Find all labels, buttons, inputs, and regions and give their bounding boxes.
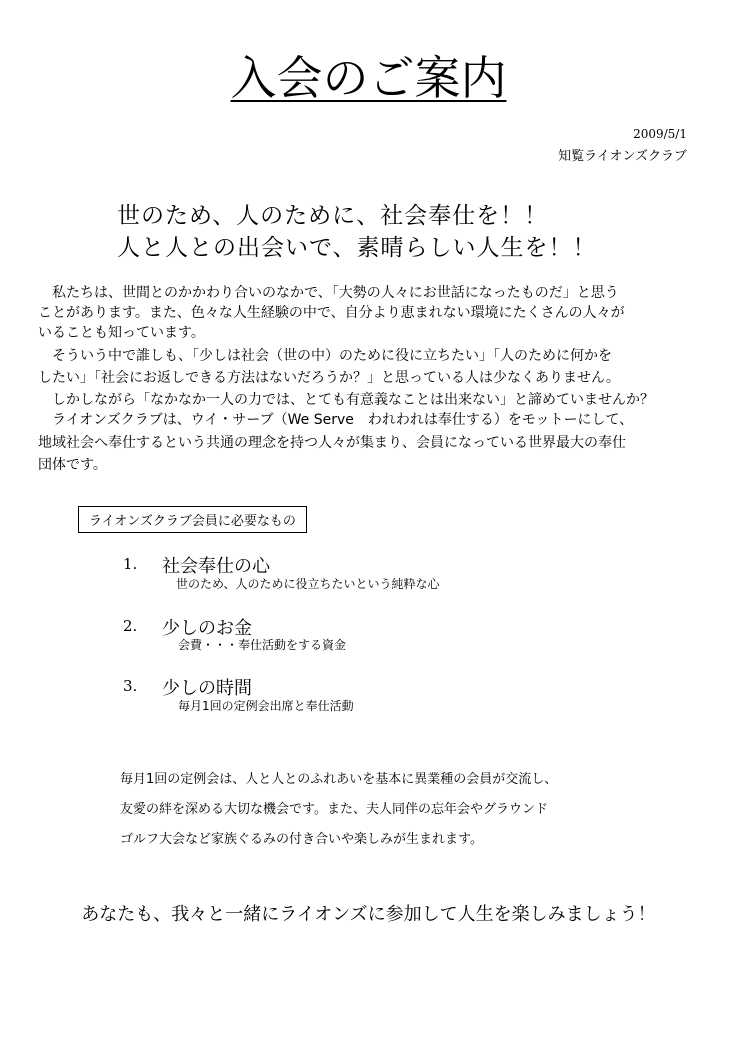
intro-line: ライオンズクラブは、ウイ・サーブ（We Serve われわれは奉仕する）をモットーにして、 (38, 412, 634, 428)
requirement-number: 1. (123, 555, 138, 573)
slogan-line-1: 世のため、人のために、社会奉仕を！！ (117, 203, 549, 229)
intro-line: したい」「社会にお返しできる方法はないだろうか？」と思っている人は少なくありません。 (38, 370, 620, 386)
intro-line: しかしながら「なかなか一人の力では、とても有意義なことは出来ない」と諦めていませんか？ (38, 392, 654, 408)
requirement-number: 2. (123, 617, 138, 635)
requirement-title: 少しの時間 (162, 678, 252, 699)
requirements-label-box: ライオンズクラブ会員に必要なもの (78, 506, 307, 533)
organization-name: 知覧ライオンズクラブ (558, 149, 687, 164)
requirement-number: 3. (123, 677, 138, 695)
page-title (0, 50, 737, 106)
requirement-title: 社会奉仕の心 (162, 556, 270, 577)
slogan-line-2: 人と人との出会いで、素晴らしい人生を！！ (117, 235, 597, 261)
requirement-title: 少しのお金 (162, 618, 252, 639)
intro-line: 地域社会へ奉仕するという共通の理念を持つ人々が集まり、会員になっている世界最大の奉仕 (38, 435, 626, 451)
intro-line: そういう中で誰しも、「少しは社会（世の中）のために役に立ちたい」「人のために何かを (38, 348, 612, 364)
intro-line: 団体です。 (38, 457, 107, 473)
document-date: 2009/5/1 (633, 127, 687, 141)
closing-message: あなたも、我々と一緒にライオンズに参加して人生を楽しみましょう！ (81, 904, 656, 925)
intro-line: いることも知っています。 (38, 325, 205, 341)
meeting-line: 友愛の絆を深める大切な機会です。また、夫人同伴の忘年会やグラウンド (120, 802, 548, 817)
intro-line: ことがあります。また、色々な人生経験の中で、自分より恵まれない環境にたくさんの人々が (38, 305, 625, 321)
requirement-description: 毎月1回の定例会出席と奉仕活動 (178, 699, 354, 713)
meeting-line: 毎月1回の定例会は、人と人とのふれあいを基本に異業種の会員が交流し、 (120, 772, 558, 787)
requirement-description: 会費・・・奉仕活動をする資金 (178, 638, 347, 652)
meeting-line: ゴルフ大会など家族ぐるみの付き合いや楽しみが生まれます。 (120, 832, 483, 847)
intro-line: 私たちは、世間とのかかわり合いのなかで、「大勢の人々にお世話になったものだ」と思う (38, 285, 619, 301)
requirement-description: 世のため、人のために役立ちたいという純粋な心 (176, 577, 440, 591)
page-title-text: 入会のご案内 (230, 51, 507, 105)
